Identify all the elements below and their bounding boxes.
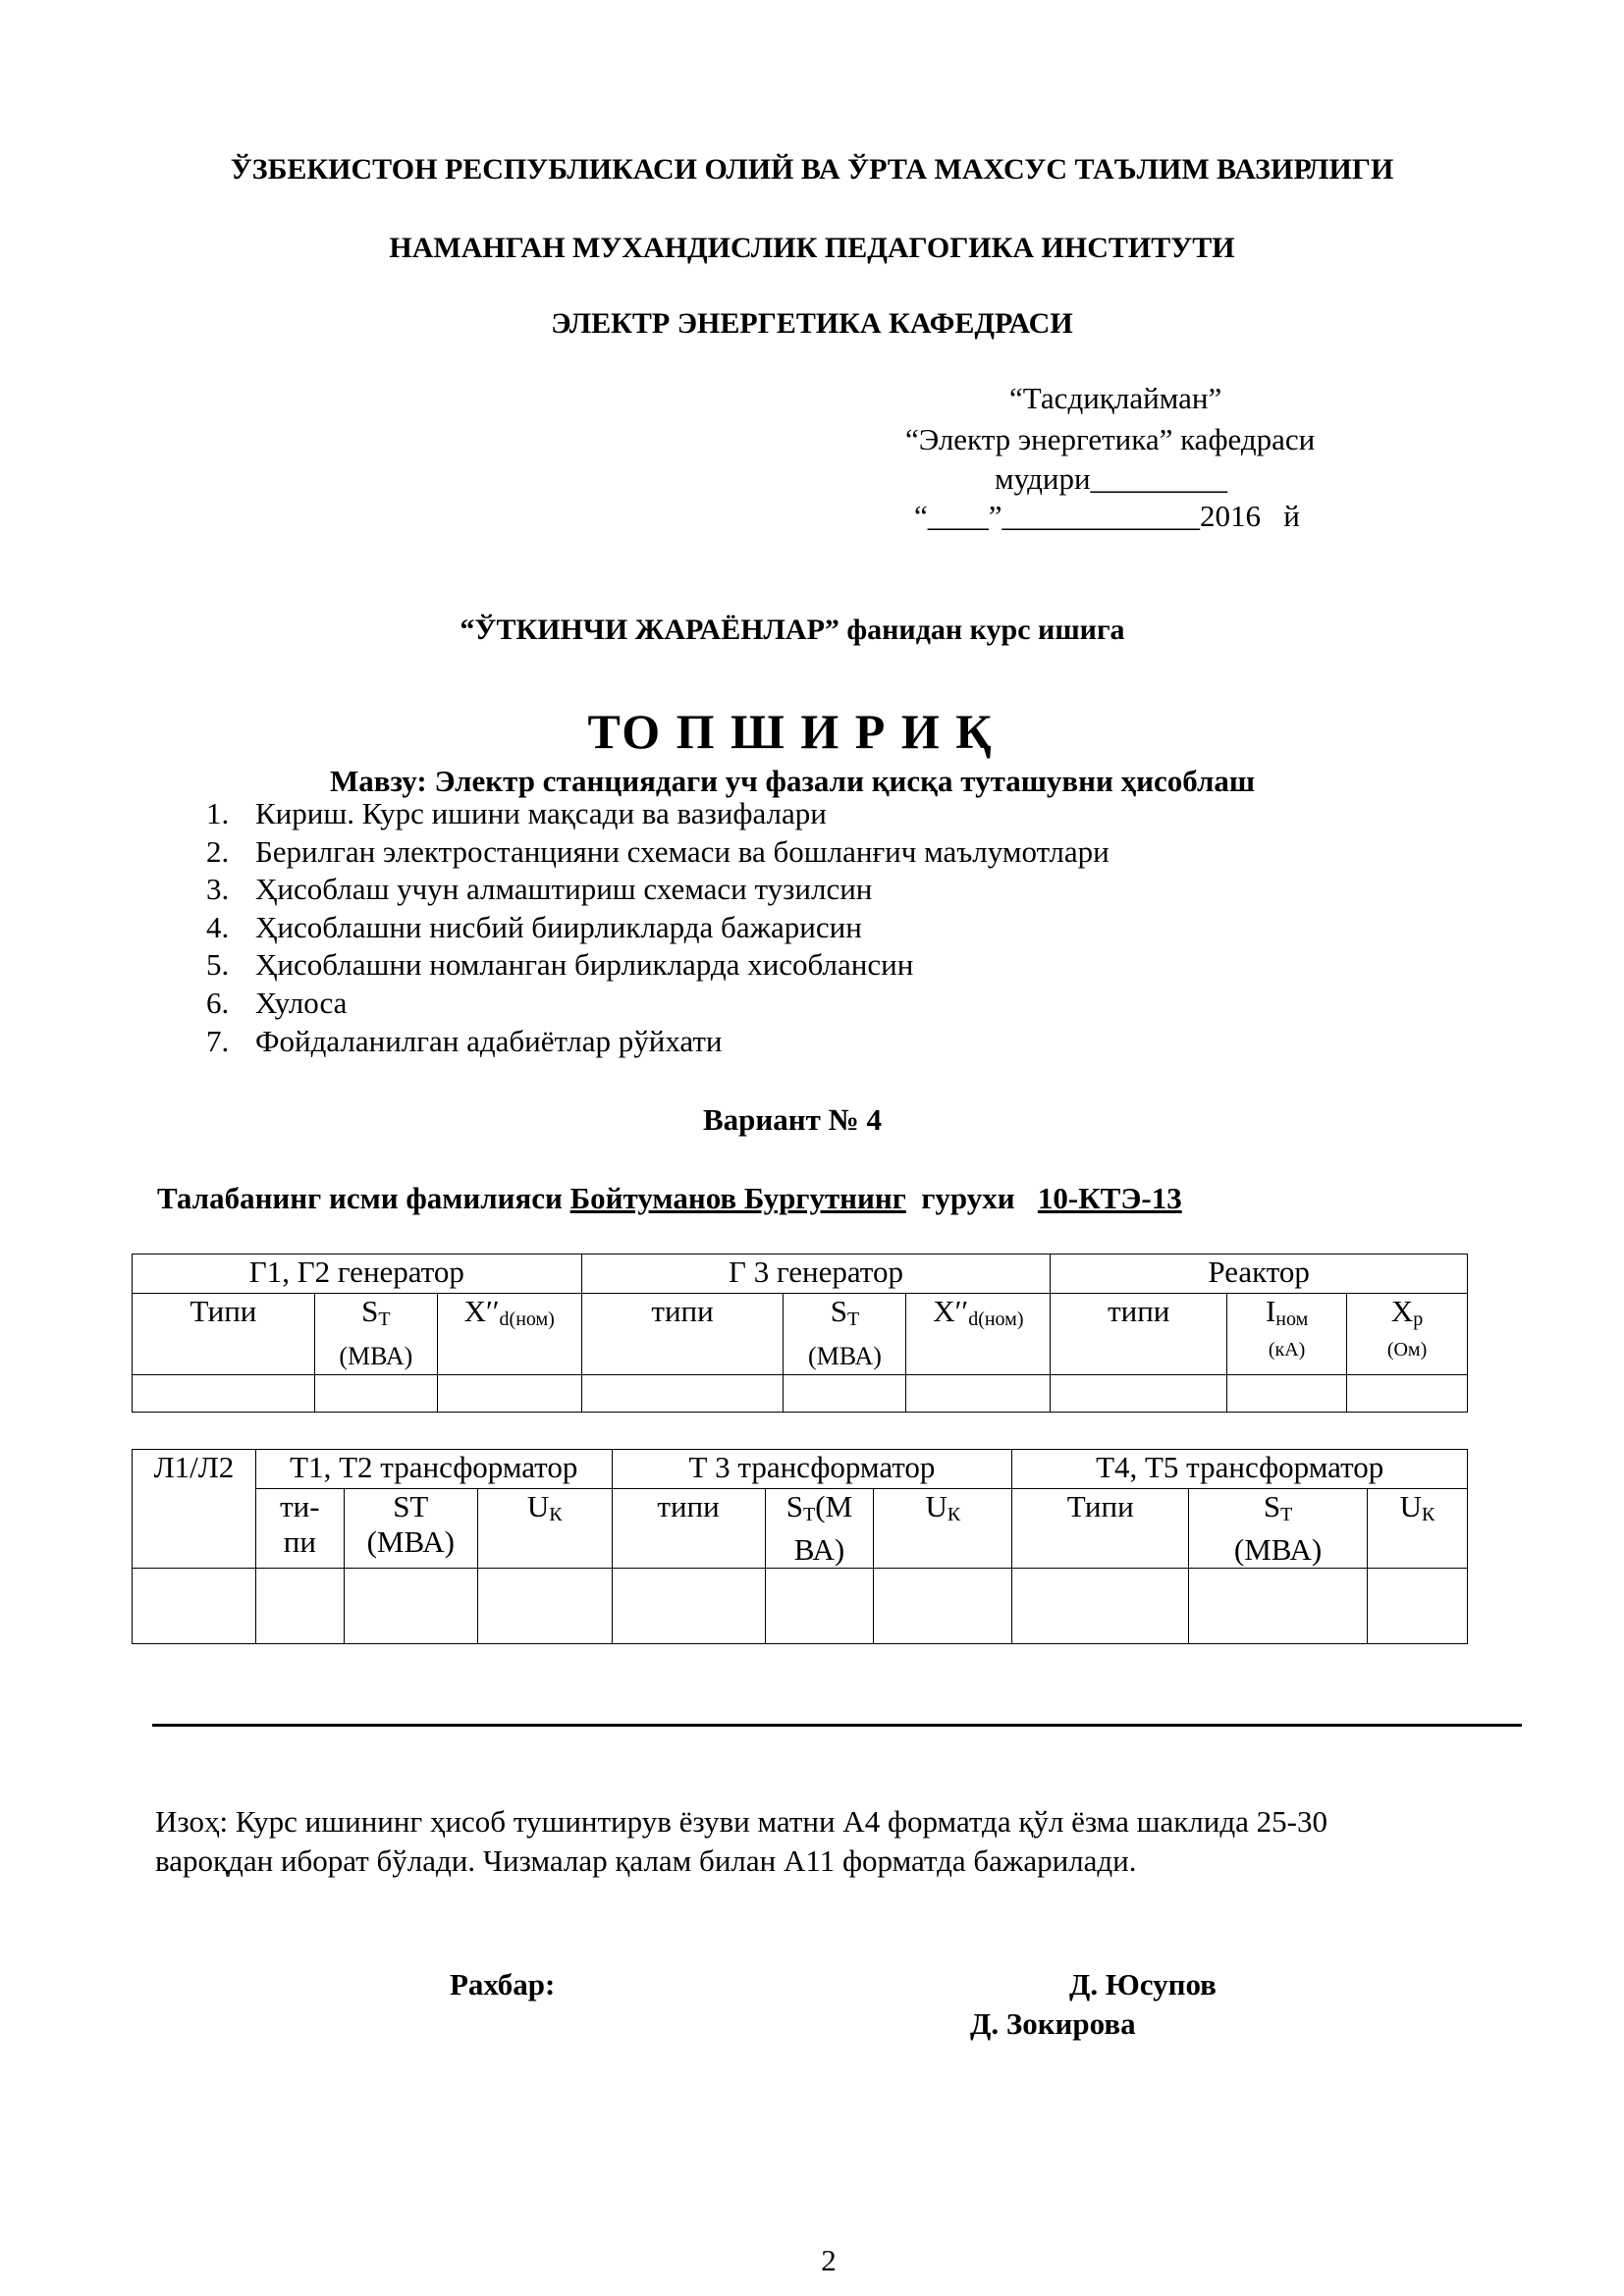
list-number: 5. <box>206 947 230 983</box>
student-label: Талабанинг исми фамилияси <box>157 1181 570 1215</box>
i-unit: (кА) <box>1268 1339 1306 1361</box>
group-header-g1g2: Г1, Г2 генератор <box>133 1255 582 1294</box>
group-value: 10-КТЭ-13 <box>1037 1181 1182 1215</box>
list-text: Ҳисоблашни нисбий биирликларда бажарисин <box>255 909 862 944</box>
u-symbol: U <box>925 1489 947 1523</box>
group-header-reactor: Реактор <box>1051 1255 1468 1294</box>
table-row <box>133 1375 1468 1413</box>
type-part1: ти- <box>280 1489 320 1523</box>
u-symbol: U <box>526 1489 550 1523</box>
course-line: “ЎТКИНЧИ ЖАРАЁНЛАР” фанидан курс ишига <box>460 614 1125 646</box>
generator-reactor-table <box>132 1254 1468 1413</box>
xp-unit: (Ом) <box>1386 1339 1428 1361</box>
col-header-st <box>344 1489 477 1569</box>
list-number: 3. <box>206 872 230 907</box>
table-cell <box>906 1375 1051 1413</box>
student-name: Бойтуманов Бургутнинг <box>569 1181 906 1215</box>
table-cell <box>344 1569 477 1644</box>
st-subscript: Т <box>378 1308 391 1330</box>
st-unit: (МВА) <box>339 1342 413 1370</box>
table-cell <box>1012 1569 1189 1644</box>
x-symbol: X′′ <box>463 1294 500 1328</box>
group-header-g3: Г 3 генератор <box>581 1255 1051 1294</box>
list-item <box>206 833 1110 872</box>
u-subscript: К <box>947 1504 961 1525</box>
group-header-t3: Т 3 трансформатор <box>612 1450 1012 1489</box>
st-subscript: Т <box>803 1504 816 1525</box>
approval-line-1: “Тасдиқлайман” <box>1009 381 1222 415</box>
col-header-inom <box>1227 1294 1347 1375</box>
list-number: 4. <box>206 909 230 944</box>
line-transformer-table <box>132 1449 1468 1644</box>
table-cell <box>133 1375 315 1413</box>
x-symbol: X′′ <box>933 1294 969 1328</box>
st-unit: (МВА) <box>1233 1532 1323 1567</box>
note-block <box>155 1802 1530 1881</box>
col-header-type: Типи <box>1012 1489 1189 1569</box>
institute-title: НАМАНГАН МУХАНДИСЛИК ПЕДАГОГИКА ИНСТИТУТИ <box>389 232 1235 264</box>
type-part2: пи <box>283 1524 316 1559</box>
approval-line-2: “Электр энергетика” кафедраси <box>905 422 1316 456</box>
list-text: Фойдаланилган адабиётлар рўйхати <box>255 1023 723 1058</box>
col-header-type: Типи <box>133 1294 315 1375</box>
list-item <box>206 871 1110 909</box>
table-cell <box>874 1569 1012 1644</box>
st-symbol: S <box>830 1294 847 1328</box>
table-cell <box>1368 1569 1468 1644</box>
col-header-type: типи <box>612 1489 765 1569</box>
col-header-type: типи <box>581 1294 784 1375</box>
task-title: ТО П Ш И Р И Қ <box>587 704 994 759</box>
table-cell <box>612 1569 765 1644</box>
st-symbol: ST <box>393 1489 429 1523</box>
st-unit: (МВА) <box>366 1524 455 1559</box>
supervisor-name-1: Д. Юсупов <box>1069 1967 1217 2002</box>
note-line-2: вароқдан иборат бўлади. Чизмалар қалам билан А11 форматда бажарилади. <box>155 1843 1137 1878</box>
u-symbol: U <box>1399 1489 1423 1523</box>
table-cell <box>1189 1569 1368 1644</box>
i-symbol: I <box>1265 1294 1276 1328</box>
col-header-x <box>437 1294 581 1375</box>
st-subscript: Т <box>846 1308 860 1330</box>
list-item <box>206 909 1110 947</box>
table-cell <box>1347 1375 1468 1413</box>
col-header-type <box>255 1489 344 1569</box>
note-line-1: Изоҳ: Курс ишининг ҳисоб тушинтирув ёзуви матни А4 форматда қўл ёзма шаклида 25-30 <box>155 1804 1327 1839</box>
table-cell <box>133 1569 256 1644</box>
table-cell <box>581 1375 784 1413</box>
st-unit-part1: (М <box>815 1489 853 1523</box>
list-number: 1. <box>206 796 230 830</box>
st-subscript: Т <box>1280 1504 1293 1525</box>
table-cell <box>477 1569 612 1644</box>
col-header-lines: Л1/Л2 <box>133 1450 256 1569</box>
list-number: 6. <box>206 985 230 1020</box>
supervisor-name-2: Д. Зокирова <box>970 2006 1136 2041</box>
list-item <box>206 1023 1110 1061</box>
col-header-xp <box>1347 1294 1468 1375</box>
x-subscript: d(ном) <box>499 1308 555 1330</box>
st-symbol: S <box>361 1294 379 1328</box>
task-list <box>206 795 1110 1060</box>
list-text: Ҳисоблаш учун алмаштириш схемаси тузилсин <box>255 872 873 907</box>
col-header-type: типи <box>1051 1294 1227 1375</box>
list-number: 7. <box>206 1023 230 1058</box>
col-header-uk <box>1368 1489 1468 1569</box>
st-symbol: S <box>785 1489 804 1523</box>
u-subscript: К <box>549 1504 563 1525</box>
group-header-t4t5: Т4, Т5 трансформатор <box>1012 1450 1468 1489</box>
table-cell <box>1227 1375 1347 1413</box>
col-header-st <box>784 1294 906 1375</box>
topic-line: Мавзу: Электр станциядаги уч фазали қисқа туташувни ҳисоблаш <box>329 764 1256 798</box>
variant-label: Вариант № 4 <box>702 1102 883 1137</box>
xp-symbol: X <box>1390 1294 1414 1328</box>
student-line <box>157 1181 1182 1216</box>
separator-line <box>152 1724 1522 1727</box>
approval-line-4: “____”_____________2016 й <box>914 499 1300 533</box>
col-header-x <box>906 1294 1051 1375</box>
approval-line-3: мудири_________ <box>995 461 1228 496</box>
list-text: Кириш. Курс ишини мақсади ва вазифалари <box>255 796 827 830</box>
col-header-st <box>765 1489 874 1569</box>
supervisor-label: Рахбар: <box>450 1967 556 2002</box>
st-unit: (МВА) <box>807 1342 882 1370</box>
page-number: 2 <box>821 2243 837 2277</box>
st-symbol: S <box>1263 1489 1281 1523</box>
group-label: гурухи <box>905 1181 1038 1215</box>
ministry-title: ЎЗБЕКИСТОН РЕСПУБЛИКАСИ ОЛИЙ ВА ЎРТА МАХСУС ТАЪЛИМ ВАЗИРЛИГИ <box>230 153 1394 186</box>
table-row <box>133 1569 1468 1644</box>
table-cell <box>314 1375 437 1413</box>
table-cell <box>784 1375 906 1413</box>
list-number: 2. <box>206 833 230 869</box>
list-item <box>206 985 1110 1023</box>
list-text: Хулоса <box>255 985 348 1020</box>
list-text: Берилган электростанцияни схемаси ва бошланғич маълумотлари <box>255 833 1110 869</box>
i-subscript: ном <box>1275 1308 1309 1330</box>
u-subscript: К <box>1422 1504 1435 1525</box>
st-unit-part2: ВА) <box>793 1532 845 1567</box>
table-cell <box>437 1375 581 1413</box>
col-header-uk <box>874 1489 1012 1569</box>
group-header-t1t2: Т1, Т2 трансформатор <box>255 1450 612 1489</box>
department-title: ЭЛЕКТР ЭНЕРГЕТИКА КАФЕДРАСИ <box>551 307 1073 340</box>
list-item <box>206 946 1110 985</box>
col-header-uk <box>477 1489 612 1569</box>
table-cell <box>765 1569 874 1644</box>
table-cell <box>255 1569 344 1644</box>
col-header-st <box>1189 1489 1368 1569</box>
x-subscript: d(ном) <box>968 1308 1024 1330</box>
table-cell <box>1051 1375 1227 1413</box>
list-item <box>206 795 1110 833</box>
list-text: Ҳисоблашни номланган бирликларда хисоблансин <box>255 947 914 983</box>
xp-subscript: р <box>1413 1308 1424 1330</box>
col-header-st <box>314 1294 437 1375</box>
